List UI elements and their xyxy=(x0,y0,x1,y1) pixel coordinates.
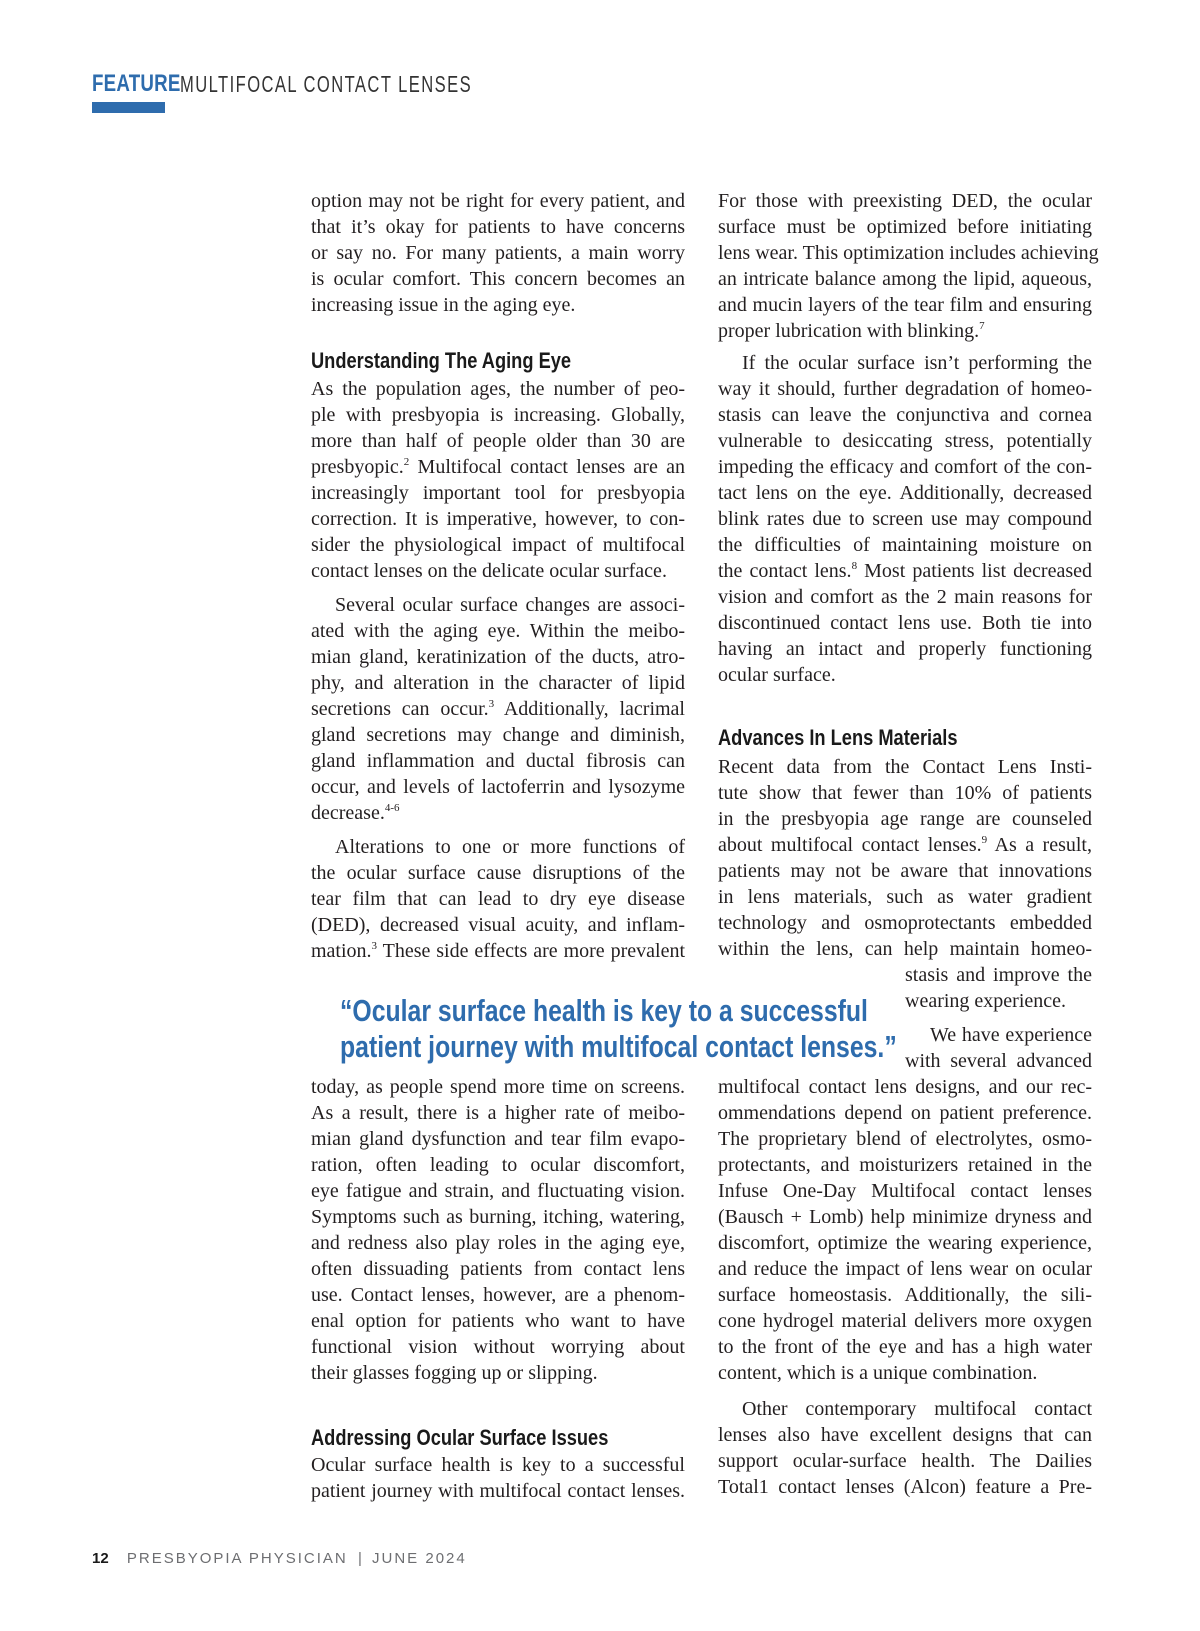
text-line: that it’s okay for patients to have concerns xyxy=(311,216,685,238)
text-line: eye fatigue and strain, and fluctuating vision. xyxy=(311,1180,685,1202)
text-line: functional vision without worrying about xyxy=(311,1336,685,1358)
text-line: enal option for patients who want to have xyxy=(311,1310,685,1332)
citation-superscript: 9 xyxy=(981,834,988,846)
citation-superscript: 3 xyxy=(488,698,495,710)
text-line: ated with the aging eye. Within the meibo- xyxy=(311,620,685,642)
text-line: stasis can leave the conjunctiva and cornea xyxy=(718,404,1092,426)
text-line: their glasses fogging up or slipping. xyxy=(311,1362,598,1384)
text-run: Additionally, lacrimal xyxy=(494,698,685,720)
text-line: blink rates due to screen use may compound xyxy=(718,508,1092,530)
text-line: use. Contact lenses, however, are a phenom- xyxy=(311,1284,685,1306)
text-line: (DED), decreased visual acuity, and inflam- xyxy=(311,914,685,936)
text-line: impeding the efficacy and comfort of the con- xyxy=(718,456,1092,478)
page-number: 12 xyxy=(92,1550,109,1567)
section-heading: Advances In Lens Materials xyxy=(718,725,958,750)
text-line: vision and comfort as the 2 main reasons for xyxy=(718,586,1092,608)
text-line: For those with preexisting DED, the ocular xyxy=(718,190,1092,212)
section-header xyxy=(92,70,473,98)
text-line: tact lens on the eye. Additionally, decreased xyxy=(718,482,1092,504)
text-line: surface must be optimized before initiating xyxy=(718,216,1092,238)
text-line: way it should, further degradation of homeo- xyxy=(718,378,1092,400)
text-line: lens wear. This optimization includes achieving xyxy=(718,242,1099,264)
text-line: ommendations depend on patient preference. xyxy=(718,1102,1092,1124)
section-heading: Addressing Ocular Surface Issues xyxy=(311,1425,609,1450)
text-line: gland inflammation and ductal fibrosis can xyxy=(311,750,685,772)
citation-superscript: 3 xyxy=(371,940,378,952)
text-line xyxy=(311,938,685,965)
text-line: often dissuading patients from contact lens xyxy=(311,1258,685,1280)
text-line: mian gland dysfunction and tear film evapo- xyxy=(311,1128,685,1150)
text-line: having an intact and properly functioning xyxy=(718,638,1092,660)
text-line: and reduce the impact of lens wear on ocular xyxy=(718,1258,1092,1280)
text-line: protectants, and moisturizers retained in the xyxy=(718,1154,1092,1176)
text-run: presbyopic. xyxy=(311,456,404,478)
text-line: the difficulties of maintaining moisture on xyxy=(718,534,1092,556)
text-line: We have experience xyxy=(930,1024,1092,1046)
text-line: Other contemporary multifocal contact xyxy=(742,1398,1092,1420)
text-line: Ocular surface health is key to a successful xyxy=(311,1454,685,1476)
text-line: increasing issue in the aging eye. xyxy=(311,294,576,316)
text-run: Most patients list decreased xyxy=(857,560,1092,582)
text-line: lenses also have excellent designs that can xyxy=(718,1424,1092,1446)
text-line: As the population ages, the number of peo- xyxy=(311,378,685,400)
text-line: gland secretions may change and diminish, xyxy=(311,724,685,746)
text-line: contact lenses on the delicate ocular surface. xyxy=(311,560,667,582)
text-line: If the ocular surface isn’t performing the xyxy=(742,352,1092,374)
publication-name: PRESBYOPIA PHYSICIAN xyxy=(126,1550,348,1567)
text-line: ration, often leading to ocular discomfort, xyxy=(311,1154,685,1176)
feature-label: FEATURE xyxy=(92,70,181,97)
text-run: about multifocal contact lenses. xyxy=(718,834,982,856)
text-line: tute show that fewer than 10% of patients xyxy=(718,782,1092,804)
text-line: correction. It is imperative, however, to con- xyxy=(311,508,685,530)
citation-superscript: 2 xyxy=(403,456,410,468)
text-line: more than half of people older than 30 are xyxy=(311,430,685,452)
text-line: sider the physiological impact of multifocal xyxy=(311,534,685,556)
text-line: Recent data from the Contact Lens Insti- xyxy=(718,756,1092,778)
text-line: discomfort, optimize the wearing experience, xyxy=(718,1232,1092,1254)
text-line: option may not be right for every patient, and xyxy=(311,190,685,212)
text-line: support ocular-surface health. The Dailies xyxy=(718,1450,1092,1472)
text-line: increasingly important tool for presbyopia xyxy=(311,482,685,504)
section-heading: Understanding The Aging Eye xyxy=(311,348,572,373)
text-line xyxy=(718,558,1092,585)
text-line: or say no. For many patients, a main worry xyxy=(311,242,685,264)
text-line: and mucin layers of the tear film and ensuring xyxy=(718,294,1092,316)
text-line: vulnerable to desiccating stress, potentially xyxy=(718,430,1092,452)
text-run: secretions can occur. xyxy=(311,698,489,720)
text-line: surface homeostasis. Additionally, the sili- xyxy=(718,1284,1092,1306)
text-line: (Bausch + Lomb) help minimize dryness and xyxy=(718,1206,1092,1228)
issue-date: JUNE 2024 xyxy=(372,1550,467,1567)
text-line xyxy=(311,800,685,827)
text-line: content, which is a unique combination. xyxy=(718,1362,1038,1384)
text-line xyxy=(718,832,1092,859)
text-line: wearing experience. xyxy=(905,990,1067,1012)
text-line: to the front of the eye and has a high water xyxy=(718,1336,1092,1358)
text-run: mation. xyxy=(311,940,372,962)
text-line: discontinued contact lens use. Both tie into xyxy=(718,612,1092,634)
citation-superscript: 8 xyxy=(851,560,858,572)
text-line: Several ocular surface changes are associ- xyxy=(335,594,685,616)
text-line: technology and osmoprotectants embedded xyxy=(718,912,1092,934)
text-run: Multifocal contact lenses are an xyxy=(409,456,685,478)
text-line: Symptoms such as burning, itching, watering, xyxy=(311,1206,685,1228)
section-title: MULTIFOCAL CONTACT LENSES xyxy=(180,71,473,97)
text-run: proper lubrication with blinking. xyxy=(718,320,980,342)
text-line: As a result, there is a higher rate of meibo- xyxy=(311,1102,685,1124)
pull-quote xyxy=(340,993,897,1065)
text-line: today, as people spend more time on screens. xyxy=(311,1076,685,1098)
text-line: stasis and improve the xyxy=(905,964,1092,986)
citation-superscript: 4-6 xyxy=(384,802,400,814)
citation-superscript: 7 xyxy=(979,320,985,332)
text-line: tear film that can lead to dry eye disease xyxy=(311,888,685,910)
text-line: patient journey with multifocal contact lenses. xyxy=(311,1480,685,1502)
text-line xyxy=(718,318,1092,345)
text-line: The proprietary blend of electrolytes, osmo- xyxy=(718,1128,1092,1150)
text-line: occur, and levels of lactoferrin and lysozyme xyxy=(311,776,685,798)
footer-separator: | xyxy=(357,1550,362,1567)
text-line: the ocular surface cause disruptions of the xyxy=(311,862,685,884)
text-line: cone hydrogel material delivers more oxygen xyxy=(718,1310,1092,1332)
text-line: Infuse One-Day Multifocal contact lenses xyxy=(718,1180,1092,1202)
text-line: is ocular comfort. This concern becomes an xyxy=(311,268,685,290)
text-line xyxy=(311,454,685,481)
text-line: and redness also play roles in the aging eye, xyxy=(311,1232,685,1254)
header-accent-bar xyxy=(92,102,165,113)
pull-quote-line: patient journey with multifocal contact lenses.” xyxy=(340,1029,897,1064)
text-line: phy, and alteration in the character of lipid xyxy=(311,672,685,694)
text-line: with several advanced xyxy=(905,1050,1092,1072)
text-line: Alterations to one or more functions of xyxy=(335,836,685,858)
text-run: These side effects are more prevalent xyxy=(377,940,685,962)
text-run: As a result, xyxy=(987,834,1092,856)
text-line: multifocal contact lens designs, and our rec- xyxy=(718,1076,1092,1098)
page-footer xyxy=(92,1550,467,1567)
text-line: ple with presbyopia is increasing. Globally, xyxy=(311,404,685,426)
text-line: Total1 contact lenses (Alcon) feature a Pre- xyxy=(718,1476,1092,1498)
text-line: in the presbyopia age range are counseled xyxy=(718,808,1092,830)
text-line: patients may not be aware that innovations xyxy=(718,860,1092,882)
text-line: mian gland, keratinization of the ducts, atro- xyxy=(311,646,685,668)
text-line: in lens materials, such as water gradient xyxy=(718,886,1092,908)
text-run: decrease. xyxy=(311,802,385,824)
text-run: the contact lens. xyxy=(718,560,852,582)
text-line: ocular surface. xyxy=(718,664,836,686)
pull-quote-line: “Ocular surface health is key to a successful xyxy=(340,993,868,1028)
text-line: an intricate balance among the lipid, aqueous, xyxy=(718,268,1092,290)
text-line xyxy=(311,696,685,723)
text-line: within the lens, can help maintain homeo- xyxy=(718,938,1092,960)
